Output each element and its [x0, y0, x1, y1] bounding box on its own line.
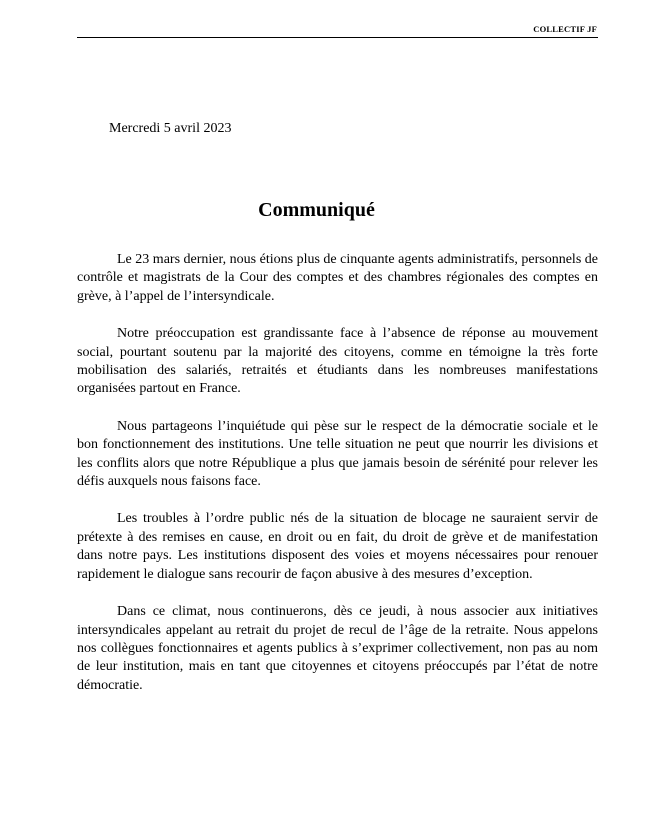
header-divider: [77, 37, 598, 38]
document-date: Mercredi 5 avril 2023: [109, 121, 232, 136]
document-body: [77, 251, 598, 714]
paragraph: Dans ce climat, nous continuerons, dès ce jeudi, à nous associer aux initiatives intersyndicales appelant au retrait du projet de recul de l’âge de la retraite. Nous appelons nos collègues fonctionnaires et agents publics à s’exprimer collectivement, non pas au nom de leur institution, mais en tant que citoyennes et citoyens préoccupés par l’état de notre démocratie.: [77, 604, 598, 693]
header-label: COLLECTIF JF: [533, 24, 597, 34]
document-title: Communiqué: [258, 199, 375, 221]
paragraph: Le 23 mars dernier, nous étions plus de cinquante agents administratifs, personnels de contrôle et magistrats de la Cour des comptes et des chambres régionales des comptes en grève, à l’appel de l’intersyndicale.: [77, 252, 598, 304]
paragraph: Notre préoccupation est grandissante face à l’absence de réponse au mouvement social, pourtant soutenu par la majorité des citoyens, comme en témoigne la très forte mobilisation des salariés, retraités et étudiants dans les nombreuses manifestations organisées partout en France.: [77, 326, 598, 397]
paragraph: Nous partageons l’inquiétude qui pèse sur le respect de la démocratie sociale et le bon fonctionnement des institutions. Une telle situation ne peut que nourrir les divisions et les conflits alors que notre République a plus que jamais besoin de sérénité pour relever les défis auxquels nous faisons face.: [77, 418, 598, 490]
paragraph: Les troubles à l’ordre public nés de la situation de blocage ne sauraient servir de prétexte à des remises en cause, en droit ou en fait, du droit de grève et de manifestation dans notre pays. Les institutions disposent des voies et moyens nécessaires pour renouer rapidement le dialogue sans recourir de façon abusive à des mesures d’exception.: [77, 511, 598, 582]
